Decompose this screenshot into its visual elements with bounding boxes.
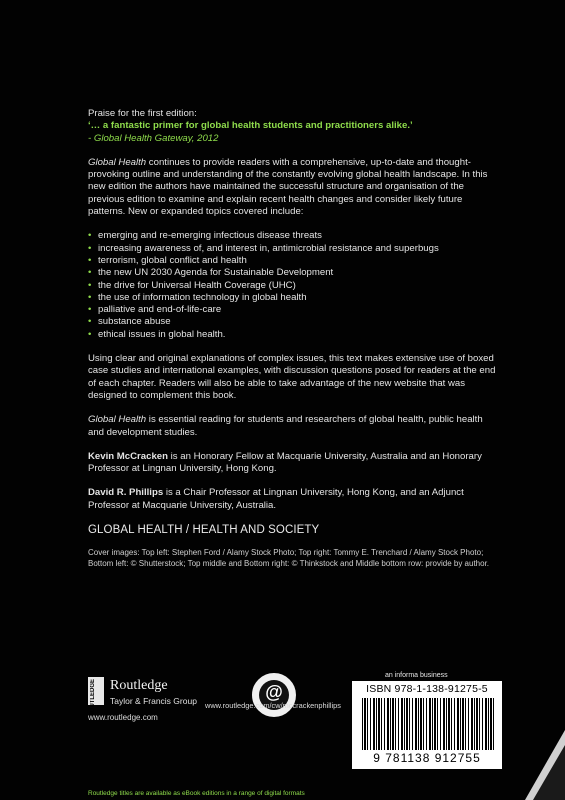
bullet-icon: • xyxy=(88,254,92,266)
publisher-url[interactable]: www.routledge.com xyxy=(88,713,158,722)
list-item xyxy=(88,230,498,242)
bullet-icon: • xyxy=(88,304,92,316)
features-paragraph: Using clear and original explanations of complex issues, this text makes extensive use of boxed case studies and international examples, with discussion questions posed for readers at the end of each chapter. Readers will also be able to take advantage of the new website that was designed to complement this book. xyxy=(88,353,496,401)
topics-list xyxy=(88,230,498,341)
book-title: Global Health xyxy=(88,414,147,426)
essential-paragraph xyxy=(88,414,498,439)
author-name: Kevin McCracken xyxy=(88,450,168,462)
topic-text: the new UN 2030 Agenda for Sustainable Development xyxy=(98,267,334,279)
topic-text: ethical issues in global health. xyxy=(98,328,226,340)
essential-text: is essential reading for students and researchers of global health, public health and development studies. xyxy=(88,414,483,438)
subject-category: GLOBAL HEALTH / HEALTH AND SOCIETY xyxy=(88,524,320,537)
barcode-number: 9 781138 912755 xyxy=(373,751,481,765)
topic-text: substance abuse xyxy=(98,316,171,328)
badge-symbol: @ xyxy=(265,682,283,702)
author-bio-text: is a Chair Professor at Lingnan University, Hong Kong, and an Adjunct Professor at Macquarie University, Australia. xyxy=(88,487,464,511)
praise-heading: Praise for the first edition: xyxy=(88,108,197,119)
logo-letter: ROUTLEDGE xyxy=(90,679,96,717)
topic-text: emerging and re-emerging infectious disease threats xyxy=(98,230,322,242)
blurb xyxy=(88,108,498,581)
routledge-logo-icon xyxy=(88,677,104,717)
list-item xyxy=(88,304,498,316)
topic-text: the use of information technology in global health xyxy=(98,291,307,303)
list-item xyxy=(88,316,498,328)
praise-quote: ‘… a fantastic primer for global health students and practitioners alike.’ xyxy=(88,120,413,132)
bullet-icon: • xyxy=(88,316,92,328)
bullet-icon: • xyxy=(88,267,92,279)
list-item xyxy=(88,329,498,341)
bullet-icon: • xyxy=(88,242,92,254)
publisher-group: Taylor & Francis Group xyxy=(110,696,197,706)
informa-tagline: an informa business xyxy=(385,672,448,679)
bullet-icon: • xyxy=(88,279,92,291)
author-bio xyxy=(88,487,498,512)
topic-text: terrorism, global conflict and health xyxy=(98,254,247,266)
bullet-icon: • xyxy=(88,230,92,242)
bullet-icon: • xyxy=(88,291,92,303)
topic-text: increasing awareness of, and interest in, antimicrobial resistance and superbugs xyxy=(98,242,439,254)
ebook-note: Routledge titles are available as eBook editions in a range of digital formats xyxy=(88,790,305,797)
publisher-name: Routledge xyxy=(110,678,168,693)
list-item xyxy=(88,267,498,279)
praise-source: - Global Health Gateway, 2012 xyxy=(88,132,219,144)
book-title: Global Health xyxy=(88,156,147,168)
author-name: David R. Phillips xyxy=(88,487,164,499)
companion-url[interactable]: www.routledge.com/cw/mccrackenphillips xyxy=(205,701,341,710)
author-bio xyxy=(88,451,498,476)
publisher-logo xyxy=(88,677,218,717)
author-bio-text: is an Honorary Fellow at Macquarie University, Australia and an Honorary Professor at Lingnan University, Hong Kong. xyxy=(88,450,482,475)
companion-website-badge-icon xyxy=(252,673,296,717)
list-item xyxy=(88,243,498,255)
isbn-barcode xyxy=(352,681,502,769)
barcode-bars xyxy=(362,698,494,750)
intro-paragraph xyxy=(88,157,498,218)
list-item xyxy=(88,255,498,267)
list-item xyxy=(88,280,498,292)
topic-text: the drive for Universal Health Coverage (UHC) xyxy=(98,279,296,291)
list-item xyxy=(88,292,498,304)
corner-graphic-icon xyxy=(525,730,565,800)
intro-text: continues to provide readers with a comprehensive, up-to-date and thought-provoking outline and understanding of the constantly evolving global health landscape. In this new edition the authors have maintained the successful structure and organisation of the previous edition to examine and explain recent health changes and consider likely future patterns. New or expanded topics covered include: xyxy=(88,156,488,218)
topic-text: palliative and end-of-life-care xyxy=(98,304,222,316)
bullet-icon: • xyxy=(88,328,92,340)
isbn-label: ISBN 978-1-138-91275-5 xyxy=(366,683,488,695)
cover-credits: Cover images: Top left: Stephen Ford / Alamy Stock Photo; Top right: Tommy E. Trenchard / Alamy Stock Photo; Bottom left: © Shutterstock; Top middle and Bottom right: © Thinkstock and Middle bottom row: provide by author. xyxy=(88,548,490,568)
